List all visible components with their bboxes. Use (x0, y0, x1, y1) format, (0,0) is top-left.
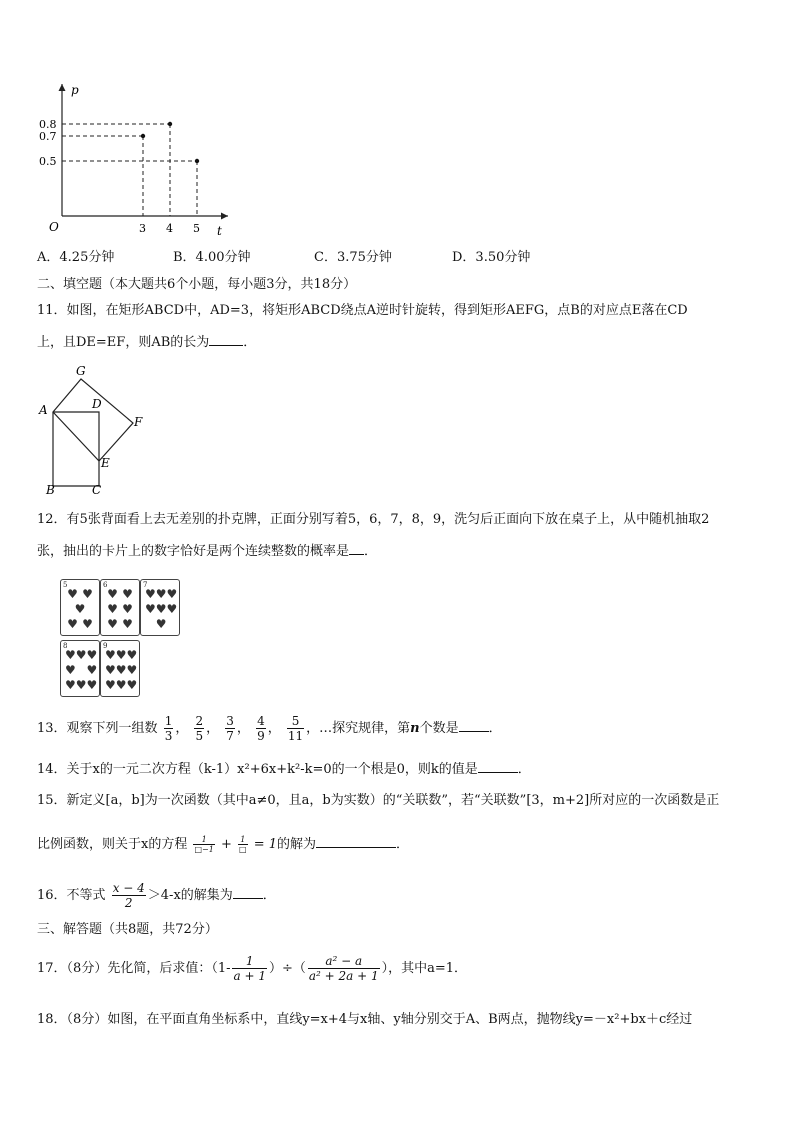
data-point-t5 (195, 159, 199, 163)
label-d: D (92, 397, 102, 411)
q14: 14．关于x的一元二次方程（k-1）x²+6x+k²-k=0的一个根是0，则k的值是 ． (37, 762, 531, 777)
x-tick-4: 4 (166, 222, 173, 235)
card-pips (105, 648, 138, 692)
playing-card-8 (60, 640, 100, 697)
q13-suffix2: 个数是 (419, 721, 459, 736)
option-b: B．4.00分钟 (173, 250, 251, 265)
q11-line2 (37, 333, 256, 352)
q11-text: 上，且DE=EF，则AB的长为 (37, 335, 210, 350)
q16-answer-blank (233, 886, 263, 899)
q15-fraction-1: $\frac{1}{□-1}$ (194, 835, 214, 854)
heart-icon: ♥ (126, 662, 138, 677)
data-point-t3 (141, 134, 145, 138)
rectangle-rotation-figure (36, 362, 156, 497)
q17-prefix: 17．（8分）先化简，后求值：（1- (37, 961, 231, 976)
q13-n: n (410, 721, 420, 736)
label-b: B (46, 483, 55, 497)
q12-text: 张，抽出的卡片上的数字恰好是两个连续整数的概率是 (37, 544, 350, 559)
y-tick-0.5: 0.5 (39, 155, 57, 168)
card-corner-8: 8 (63, 642, 68, 650)
q15-equals: = 1 (253, 837, 278, 852)
q13-answer-blank (459, 719, 489, 732)
heart-icon: ♥ (86, 677, 98, 692)
q15-prefix: 比例函数，则关于x的方程 (37, 837, 188, 852)
heart-icon: ♥ (75, 677, 87, 692)
q15-line1: 15．新定义[a，b]为一次函数（其中a≠0，且a，b为实数）的“关联数”，若“关联数”[3，m+2]所对应的一次函数是正 (37, 793, 720, 808)
card-pips (65, 587, 95, 631)
q16-prefix: 16．不等式 (37, 888, 106, 903)
q11-line1: 11．如图，在矩形ABCD中，AD=3，将矩形ABCD绕点A逆时针旋转，得到矩形AEFG，点B的对应点E落在CD (37, 303, 688, 318)
heart-icon: ♥ (65, 662, 76, 677)
q17 (37, 950, 467, 988)
heart-icon: ♥ (107, 601, 118, 616)
heart-icon: ♥ (166, 601, 178, 616)
pt-graph (35, 80, 245, 240)
q11-end: ． (243, 335, 257, 350)
q13-fraction-5: $\frac{5}{11}$ (287, 714, 304, 743)
q17-mid: ）÷（ (268, 961, 306, 976)
q16-relation: ＞4-x (147, 888, 181, 903)
q12-line1: 12．有5张背面看上去无差别的扑克牌，正面分别写着5，6，7，8，9，洗匀后正面向下放在桌子上，从中随机抽取2 (37, 512, 710, 527)
q14-text: 14．关于x的一元二次方程（k-1）x²+6x+k²-k=0的一个根是0，则k的值是 (37, 762, 478, 777)
heart-icon: ♥ (145, 601, 156, 616)
card-corner-7: 7 (143, 581, 148, 589)
origin-label: O (49, 220, 59, 234)
heart-icon: ♥ (105, 677, 116, 692)
label-f: F (134, 415, 143, 429)
q13-fraction-4: $\frac{4}{9}$ (257, 714, 265, 743)
q17-fraction-2: $\frac{\text{a² − a}}{\text{a² + 2a + 1}}$ (308, 954, 379, 983)
heart-icon: ♥ (74, 601, 86, 616)
playing-card-7 (140, 579, 180, 636)
card-corner-6: 6 (103, 581, 108, 589)
heart-icon: ♥ (105, 648, 116, 663)
heart-icon: ♥ (126, 648, 138, 663)
heart-icon: ♥ (155, 587, 167, 602)
card-pips (65, 648, 98, 692)
section2-header: 二、填空题（本大题共6个小题，每小题3分，共18分） (37, 277, 357, 292)
y-tick-0.8: 0.8 (39, 118, 57, 131)
q17-fraction-1: $\frac{1}{a + 1}$ (233, 954, 266, 983)
playing-card-6 (100, 579, 140, 636)
playing-card-5 (60, 579, 100, 636)
q18: 18．（8分）如图，在平面直角坐标系中，直线y=x+4与x轴、y轴分别交于A、B两点，抛物线y=－x²+bx＋c经过 (37, 1012, 693, 1027)
card-pips (145, 587, 178, 631)
y-axis-label: p (71, 83, 79, 97)
q11-answer-blank (209, 333, 243, 346)
q13-suffix: ，…探究规律，第 (306, 721, 411, 736)
data-point-t4 (168, 122, 172, 126)
heart-icon: ♥ (65, 677, 76, 692)
label-a: A (39, 403, 48, 417)
x-tick-5: 5 (193, 222, 200, 235)
option-c: C．3.75分钟 (314, 250, 392, 265)
heart-icon: ♥ (145, 587, 156, 602)
option-a: A．4.25分钟 (37, 250, 115, 265)
heart-icon: ♥ (126, 677, 138, 692)
heart-icon: ♥ (82, 587, 93, 602)
card-corner-9: 9 (103, 642, 108, 650)
heart-icon: ♥ (107, 587, 118, 602)
q16-fraction: $\frac{x - 4}{2}$ (112, 881, 145, 910)
heart-icon: ♥ (86, 662, 98, 677)
option-d: D．3.50分钟 (452, 250, 531, 265)
heart-icon: ♥ (122, 587, 133, 602)
rect-abcd (53, 412, 99, 486)
heart-icon: ♥ (65, 648, 76, 663)
q14-answer-blank (478, 760, 518, 773)
heart-icon: ♥ (86, 648, 98, 663)
heart-icon: ♥ (115, 648, 127, 663)
q13: 13．观察下列一组数 $\frac{1}{3}$ ， $\frac{2}{5}$ ， $\frac{3}{7}$ ， $\frac{4}{9}$ ， $\frac{5}{11}$ ，…探究规律，第n个数是 ． (37, 714, 502, 743)
heart-icon: ♥ (105, 662, 116, 677)
label-e: E (101, 456, 110, 470)
x-axis-label: t (217, 224, 222, 238)
heart-icon: ♥ (155, 601, 167, 616)
heart-icon: ♥ (67, 616, 78, 631)
q12-line2 (37, 542, 377, 561)
heart-icon: ♥ (115, 662, 127, 677)
heart-icon: ♥ (122, 616, 133, 631)
q13-fraction-3: $\frac{3}{7}$ (226, 714, 234, 743)
section3-header: 三、解答题（共8题，共72分） (37, 922, 218, 937)
y-tick-0.7: 0.7 (39, 130, 57, 143)
heart-icon: ♥ (75, 648, 87, 663)
heart-icon: ♥ (107, 616, 118, 631)
q16: 16．不等式 $\frac{x - 4}{2}$ ＞4-x的解集为 ． (37, 881, 276, 910)
q15-answer-blank (316, 835, 396, 848)
heart-icon: ♥ (82, 616, 93, 631)
q13-fraction-2: $\frac{2}{5}$ (195, 714, 204, 743)
heart-icon: ♥ (115, 677, 127, 692)
heart-icon: ♥ (166, 587, 178, 602)
label-c: C (92, 483, 102, 497)
heart-icon: ♥ (155, 616, 167, 631)
playing-card-9 (100, 640, 140, 697)
heart-icon: ♥ (67, 587, 78, 602)
rect-aefg (53, 379, 133, 461)
q15-line2: 比例函数，则关于x的方程 $\frac{1}{□-1}$ + $\frac{1}{□}$ = 1的解为 ． (37, 835, 410, 854)
x-tick-3: 3 (139, 222, 146, 235)
label-g: G (76, 364, 86, 378)
q12-answer-blank (349, 542, 364, 555)
q17-suffix: ），其中a=1． (381, 961, 468, 976)
q15-suffix: 的解为 (277, 837, 317, 852)
q16-suffix: 的解集为 (180, 888, 233, 903)
card-pips (105, 587, 135, 631)
card-corner-5: 5 (63, 581, 68, 589)
q15-fraction-2: $\frac{1}{□}$ (239, 835, 247, 854)
q13-prefix: 13．观察下列一组数 (37, 721, 158, 736)
heart-icon: ♥ (122, 601, 133, 616)
q12-end: ． (364, 544, 378, 559)
q13-fraction-1: $\frac{1}{3}$ (164, 714, 173, 743)
